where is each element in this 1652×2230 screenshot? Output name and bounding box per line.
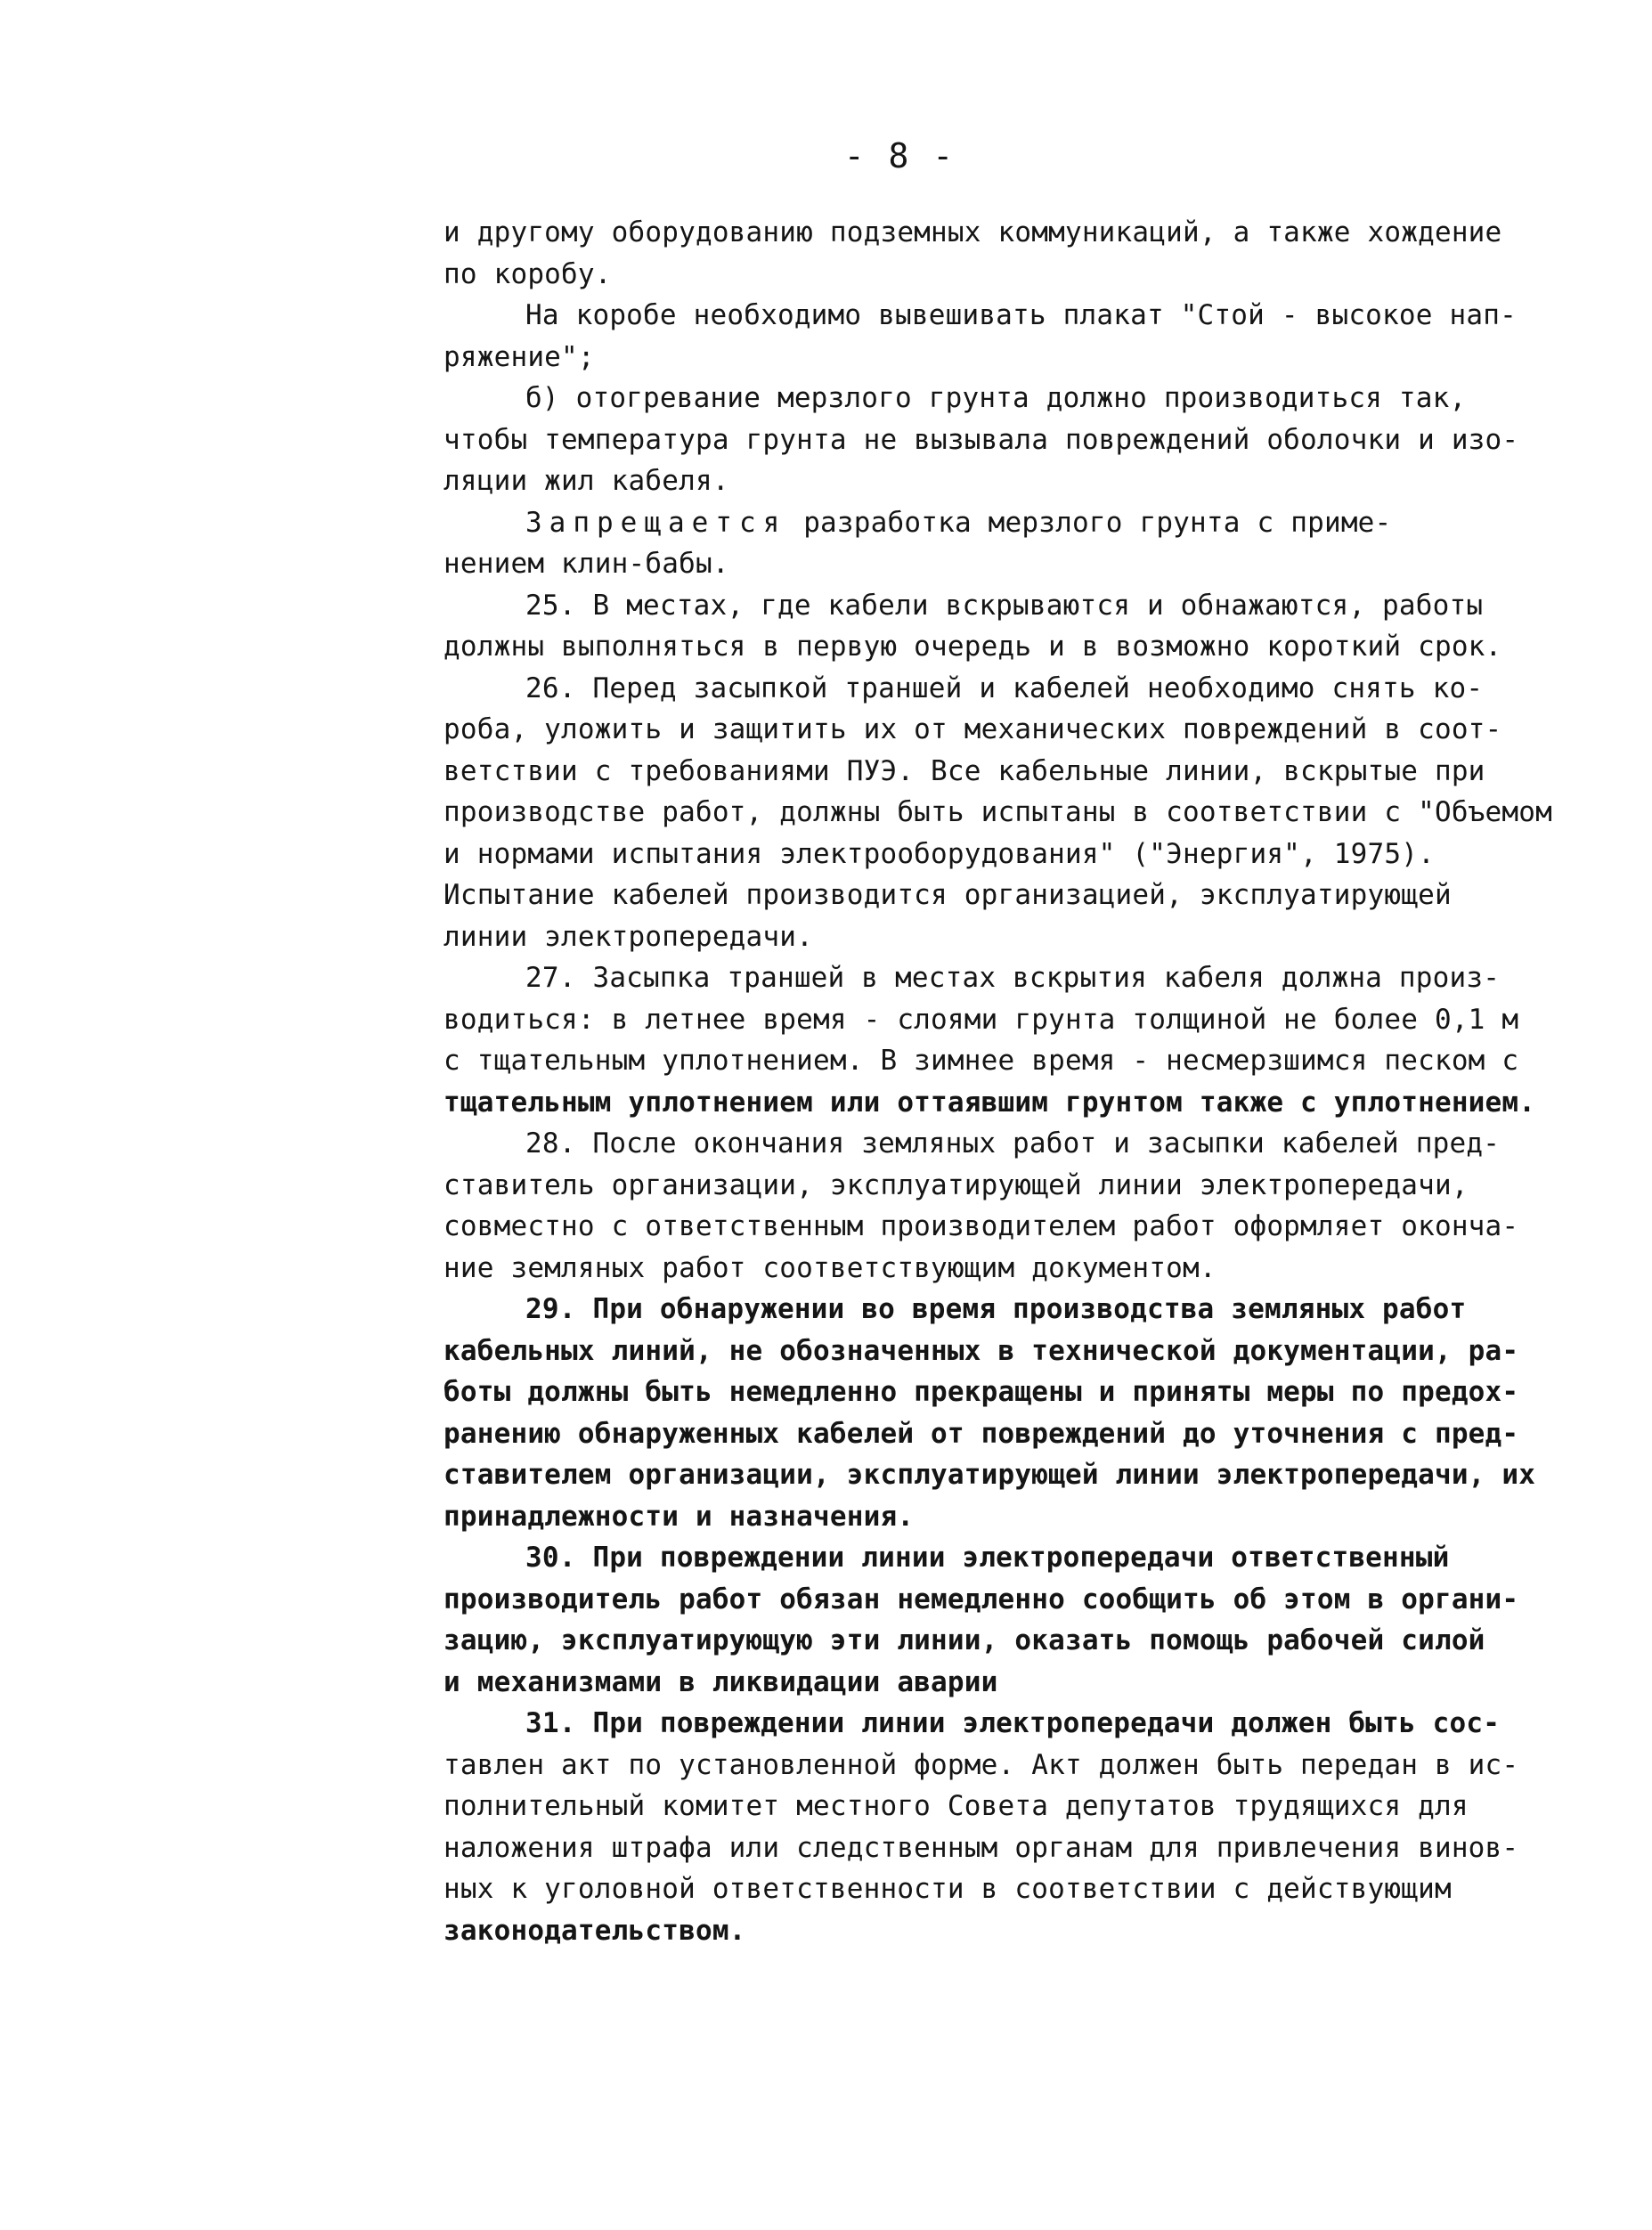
text-line: совместно с ответственным производителем работ оформляет оконча- xyxy=(444,1210,1519,1242)
text-line: водиться: в летнее время - слоями грунта толщиной не более 0,1 м xyxy=(444,1003,1519,1036)
text-line: производстве работ, должны быть испытаны в соответствии с "Объемом xyxy=(444,796,1552,828)
text-line: чтобы температура грунта не вызывала повреждений оболочки и изо- xyxy=(444,423,1519,456)
text-line: нением клин-бабы. xyxy=(444,548,729,580)
text-line: 31. При повреждении линии электропередачи должен быть сос- xyxy=(525,1707,1501,1739)
text-line: наложения штрафа или следственным органам для привлечения винов- xyxy=(444,1831,1519,1864)
prohibition-emphasis: Запрещается xyxy=(525,506,787,539)
text-line: 26. Перед засыпкой траншей и кабелей необходимо снять ко- xyxy=(525,671,1484,704)
text-line: кабельных линий, не обозначенных в технической документации, ра- xyxy=(444,1334,1519,1367)
text-line: ставителем организации, эксплуатирующей линии электропередачи, их xyxy=(444,1459,1536,1491)
text-line: ветствии с требованиями ПУЭ. Все кабельные линии, вскрытые при xyxy=(444,754,1485,787)
text-line: 29. При обнаружении во время производства земляных работ xyxy=(525,1293,1467,1325)
text-line: ставитель организации, эксплуатирующей линии электропередачи, xyxy=(444,1168,1469,1201)
text-line: б) отогревание мерзлого грунта должно производиться так, xyxy=(525,382,1467,414)
text-line: по коробу. xyxy=(444,257,612,290)
text-line: полнительный комитет местного Совета депутатов трудящихся для xyxy=(444,1790,1469,1822)
text-line: и механизмами в ликвидации аварии xyxy=(444,1665,998,1698)
text-line: тщательным уплотнением или оттаявшим грунтом также с уплотнением. xyxy=(444,1086,1536,1119)
text-line: 30. При повреждении линии электропередачи ответственный xyxy=(525,1542,1450,1574)
text-line: ляции жил кабеля. xyxy=(444,465,729,497)
document-body xyxy=(444,212,1552,1951)
text-line: На коробе необходимо вывешивать плакат "Стой - высокое нап- xyxy=(525,299,1517,331)
text-line: 27. Засыпка траншей в местах вскрытия кабеля должна произ- xyxy=(525,962,1501,994)
text-line: и нормами испытания электрооборудования" ("Энергия", 1975). xyxy=(444,837,1435,870)
page-number: - 8 - xyxy=(843,136,956,175)
text-line: линии электропередачи. xyxy=(444,920,813,953)
text-line: должны выполняться в первую очередь и в возможно короткий срок. xyxy=(444,631,1502,663)
text-line: принадлежности и назначения. xyxy=(444,1500,915,1533)
text-line: и другому оборудованию подземных коммуникаций, а также хождение xyxy=(444,216,1502,248)
text-line: ных к уголовной ответственности в соответствии с действующим xyxy=(444,1873,1452,1905)
text-line: ранению обнаруженных кабелей от повреждений до уточнения с пред- xyxy=(444,1417,1519,1450)
text-line: производитель работ обязан немедленно сообщить об этом в органи- xyxy=(444,1583,1519,1616)
text-line: 28. После окончания земляных работ и засыпки кабелей пред- xyxy=(525,1127,1501,1160)
text-line: зацию, эксплуатирующую эти линии, оказать помощь рабочей силой xyxy=(444,1624,1485,1656)
text-line: Испытание кабелей производится организацией, эксплуатирующей xyxy=(444,879,1452,911)
text-line: 25. В местах, где кабели вскрываются и обнажаются, работы xyxy=(525,589,1484,622)
text-line: с тщательным уплотнением. В зимнее время - несмерзшимся песком с xyxy=(444,1045,1519,1077)
text-line: ряжение"; xyxy=(444,340,595,373)
text-line: роба, уложить и защитить их от механических повреждений в соот- xyxy=(444,713,1502,745)
prohibition-text: разработка мерзлого грунта с приме- xyxy=(803,506,1392,539)
text-line: тавлен акт по установленной форме. Акт должен быть передан в ис- xyxy=(444,1748,1519,1781)
text-line: законодательством. xyxy=(444,1914,746,1947)
text-line-prohibition xyxy=(444,502,1548,544)
text-line: ние земляных работ соответствующим документом. xyxy=(444,1251,1217,1284)
text-line: боты должны быть немедленно прекращены и приняты меры по предох- xyxy=(444,1376,1519,1408)
